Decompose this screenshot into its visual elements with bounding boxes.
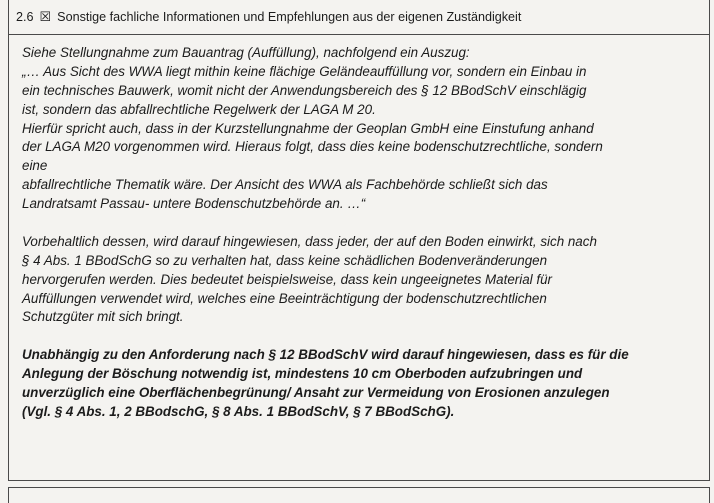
text-line: ein technisches Bauwerk, womit nicht der Anwendungsbereich des § 12 BBodSchV einschlägig: [22, 82, 587, 98]
paragraph-gap: [22, 327, 704, 346]
section-number: 2.6: [16, 10, 34, 24]
text-line: unverzüglich eine Oberflächenbegrünung/ Ansaht zur Vermeidung von Erosionen anzulegen: [22, 385, 610, 401]
notice-paragraph: [22, 233, 704, 327]
section-title: Sonstige fachliche Informationen und Empfehlungen aus der eigenen Zuständigkeit: [57, 10, 522, 24]
text-line: (Vgl. § 4 Abs. 1, 2 BBodschG, § 8 Abs. 1 BBodSchV, § 7 BBodSchG).: [22, 403, 455, 419]
text-line: Vorbehaltlich dessen, wird darauf hingewiesen, dass jeder, der auf den Boden einwirkt, sich nach: [22, 233, 597, 249]
requirement-paragraph: [22, 346, 704, 422]
text-line: Auffüllungen verwendet wird, welches eine Beeinträchtigung der bodenschutzrechtlichen: [22, 290, 547, 306]
text-line: hervorgerufen werden. Dies bedeutet beispielsweise, dass kein ungeeignetes Material für: [22, 271, 552, 287]
text-line: § 4 Abs. 1 BBodSchG so zu verhalten hat, dass keine schädlichen Bodenveränderungen: [22, 252, 548, 268]
section-header: [8, 0, 710, 35]
text-line: „… Aus Sicht des WWA liegt mithin keine flächige Geländeauffüllung vor, sondern ein Einbau in: [22, 63, 587, 79]
text-line: Anlegung der Böschung notwendig ist, mindestens 10 cm Oberboden aufzubringen und: [22, 366, 583, 382]
text-line: Hierfür spricht auch, dass in der Kurzstellungnahme der Geoplan GmbH eine Einstufung anhand: [22, 120, 594, 136]
paragraph-gap: [22, 214, 704, 233]
text-line: Siehe Stellungnahme zum Bauantrag (Auffüllung), nachfolgend ein Auszug:: [22, 45, 470, 60]
checked-checkbox-icon: ☒: [39, 9, 52, 24]
text-line: der LAGA M20 vorgenommen wird. Hieraus folgt, dass dies keine bodenschutzrechtliche, sondern: [22, 139, 603, 155]
text-line: Schutzgüter mit sich bringt.: [22, 309, 184, 325]
section-body: [22, 44, 704, 422]
text-line: Unabhängig zu den Anforderung nach § 12 BBodSchV wird darauf hingewiesen, dass es für die: [22, 347, 629, 363]
quote-paragraph: [22, 44, 704, 214]
text-line: eine: [22, 158, 48, 174]
text-line: abfallrechtliche Thematik wäre. Der Ansicht des WWA als Fachbehörde schließt sich das: [22, 177, 548, 193]
text-line: Landratsamt Passau- untere Bodenschutzbehörde an. …“: [22, 196, 366, 212]
next-row-border: [8, 487, 710, 503]
text-line: ist, sondern das abfallrechtliche Regelwerk der LAGA M 20.: [22, 101, 376, 117]
